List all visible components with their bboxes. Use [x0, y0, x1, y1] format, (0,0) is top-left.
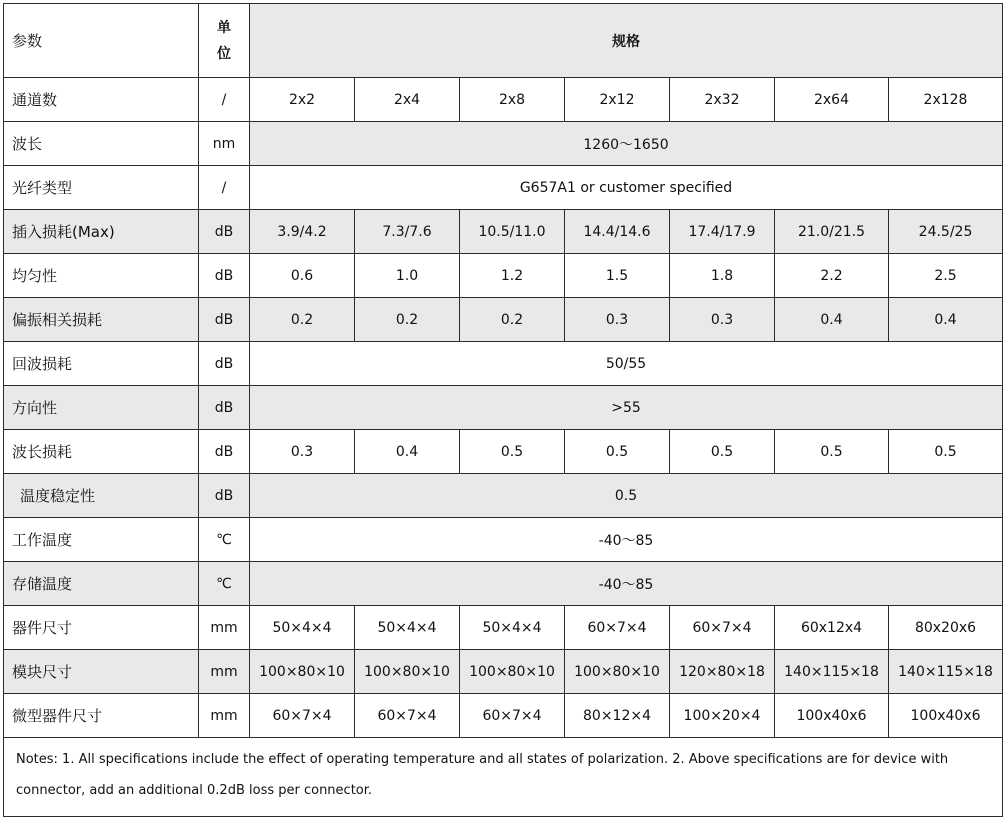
table-row: [4, 694, 1003, 738]
row-value: 2.2: [775, 254, 889, 298]
row-value: 1.8: [670, 254, 775, 298]
row-param: 方向性: [4, 386, 199, 430]
row-param: 波长: [4, 122, 199, 166]
row-param: 偏振相关损耗: [4, 298, 199, 342]
row-unit: dB: [199, 210, 250, 254]
row-unit: /: [199, 166, 250, 210]
row-value: 2.5: [889, 254, 1003, 298]
table-row: [4, 254, 1003, 298]
header-unit-line1: 单: [217, 19, 231, 36]
row-span-value: >55: [250, 386, 1003, 430]
row-span-value: 1260～1650: [250, 122, 1003, 166]
row-value: 60×7×4: [670, 606, 775, 650]
table-row: [4, 606, 1003, 650]
row-value: 140×115×18: [889, 650, 1003, 694]
row-value: 100×80×10: [250, 650, 355, 694]
row-value: 10.5/11.0: [460, 210, 565, 254]
row-value: 140×115×18: [775, 650, 889, 694]
row-param: 均匀性: [4, 254, 199, 298]
row-value: 0.4: [775, 298, 889, 342]
row-unit: dB: [199, 298, 250, 342]
row-value: 80×12×4: [565, 694, 670, 738]
row-value: 0.2: [355, 298, 460, 342]
row-value: 2x128: [889, 78, 1003, 122]
row-value: 0.3: [670, 298, 775, 342]
row-value: 0.2: [250, 298, 355, 342]
row-param: 模块尺寸: [4, 650, 199, 694]
row-value: 24.5/25: [889, 210, 1003, 254]
row-unit: dB: [199, 386, 250, 430]
row-value: 7.3/7.6: [355, 210, 460, 254]
row-unit: ℃: [199, 518, 250, 562]
row-value: 100x40x6: [775, 694, 889, 738]
notes-text: Notes: 1. All specifications include the effect of operating temperature and all states of polarization. 2. Above specifications are for device with connector, add an additional 0.2dB loss per connector.: [4, 738, 1003, 817]
row-value: 100×80×10: [460, 650, 565, 694]
row-value: 0.5: [565, 430, 670, 474]
row-value: 60×7×4: [355, 694, 460, 738]
row-value: 0.5: [889, 430, 1003, 474]
row-value: 2x4: [355, 78, 460, 122]
row-value: 80x20x6: [889, 606, 1003, 650]
header-row: [4, 4, 1003, 78]
row-value: 14.4/14.6: [565, 210, 670, 254]
row-param: 器件尺寸: [4, 606, 199, 650]
table-row: [4, 166, 1003, 210]
row-value: 50×4×4: [460, 606, 565, 650]
row-value: 60x12x4: [775, 606, 889, 650]
row-value: 2x64: [775, 78, 889, 122]
row-value: 120×80×18: [670, 650, 775, 694]
row-span-value: -40～85: [250, 518, 1003, 562]
table-row: [4, 386, 1003, 430]
table-row: [4, 78, 1003, 122]
table-row: [4, 650, 1003, 694]
row-value: 1.5: [565, 254, 670, 298]
table-row: [4, 342, 1003, 386]
row-value: 0.4: [889, 298, 1003, 342]
header-spec: 规格: [250, 4, 1003, 78]
row-value: 2x8: [460, 78, 565, 122]
table-row: [4, 518, 1003, 562]
row-unit: dB: [199, 254, 250, 298]
row-param: 波长损耗: [4, 430, 199, 474]
table-row: [4, 430, 1003, 474]
row-value: 100×20×4: [670, 694, 775, 738]
row-value: 0.6: [250, 254, 355, 298]
row-value: 2x12: [565, 78, 670, 122]
row-unit: mm: [199, 694, 250, 738]
row-param: 插入损耗(Max): [4, 210, 199, 254]
row-span-value: 50/55: [250, 342, 1003, 386]
header-unit-line2: 位: [217, 45, 231, 62]
row-unit: ℃: [199, 562, 250, 606]
row-param: 存储温度: [4, 562, 199, 606]
row-value: 2x32: [670, 78, 775, 122]
row-value: 1.0: [355, 254, 460, 298]
table-row: [4, 298, 1003, 342]
row-value: 0.5: [670, 430, 775, 474]
row-value: 0.3: [250, 430, 355, 474]
row-value: 3.9/4.2: [250, 210, 355, 254]
table-row: [4, 562, 1003, 606]
row-value: 60×7×4: [565, 606, 670, 650]
row-value: 50×4×4: [355, 606, 460, 650]
row-value: 0.5: [460, 430, 565, 474]
row-value: 0.3: [565, 298, 670, 342]
table-row: [4, 122, 1003, 166]
row-value: 50×4×4: [250, 606, 355, 650]
notes-row: [4, 738, 1003, 817]
row-param: 温度稳定性: [4, 474, 199, 518]
row-param: 光纤类型: [4, 166, 199, 210]
row-value: 60×7×4: [460, 694, 565, 738]
row-param: 微型器件尺寸: [4, 694, 199, 738]
header-unit: [199, 4, 250, 78]
row-param: 通道数: [4, 78, 199, 122]
row-unit: dB: [199, 430, 250, 474]
row-param: 回波损耗: [4, 342, 199, 386]
table-row: [4, 474, 1003, 518]
row-unit: mm: [199, 650, 250, 694]
row-value: 1.2: [460, 254, 565, 298]
table-row: [4, 210, 1003, 254]
row-unit: dB: [199, 342, 250, 386]
row-value: 0.4: [355, 430, 460, 474]
row-unit: mm: [199, 606, 250, 650]
header-param: 参数: [4, 4, 199, 78]
row-value: 21.0/21.5: [775, 210, 889, 254]
row-unit: dB: [199, 474, 250, 518]
row-value: 0.5: [775, 430, 889, 474]
row-value: 100×80×10: [355, 650, 460, 694]
row-value: 0.2: [460, 298, 565, 342]
row-span-value: G657A1 or customer specified: [250, 166, 1003, 210]
spec-table: [3, 3, 1003, 817]
row-param: 工作温度: [4, 518, 199, 562]
row-value: 100x40x6: [889, 694, 1003, 738]
row-span-value: 0.5: [250, 474, 1003, 518]
row-value: 2x2: [250, 78, 355, 122]
row-unit: /: [199, 78, 250, 122]
row-value: 17.4/17.9: [670, 210, 775, 254]
row-value: 60×7×4: [250, 694, 355, 738]
row-value: 100×80×10: [565, 650, 670, 694]
row-unit: nm: [199, 122, 250, 166]
row-span-value: -40～85: [250, 562, 1003, 606]
